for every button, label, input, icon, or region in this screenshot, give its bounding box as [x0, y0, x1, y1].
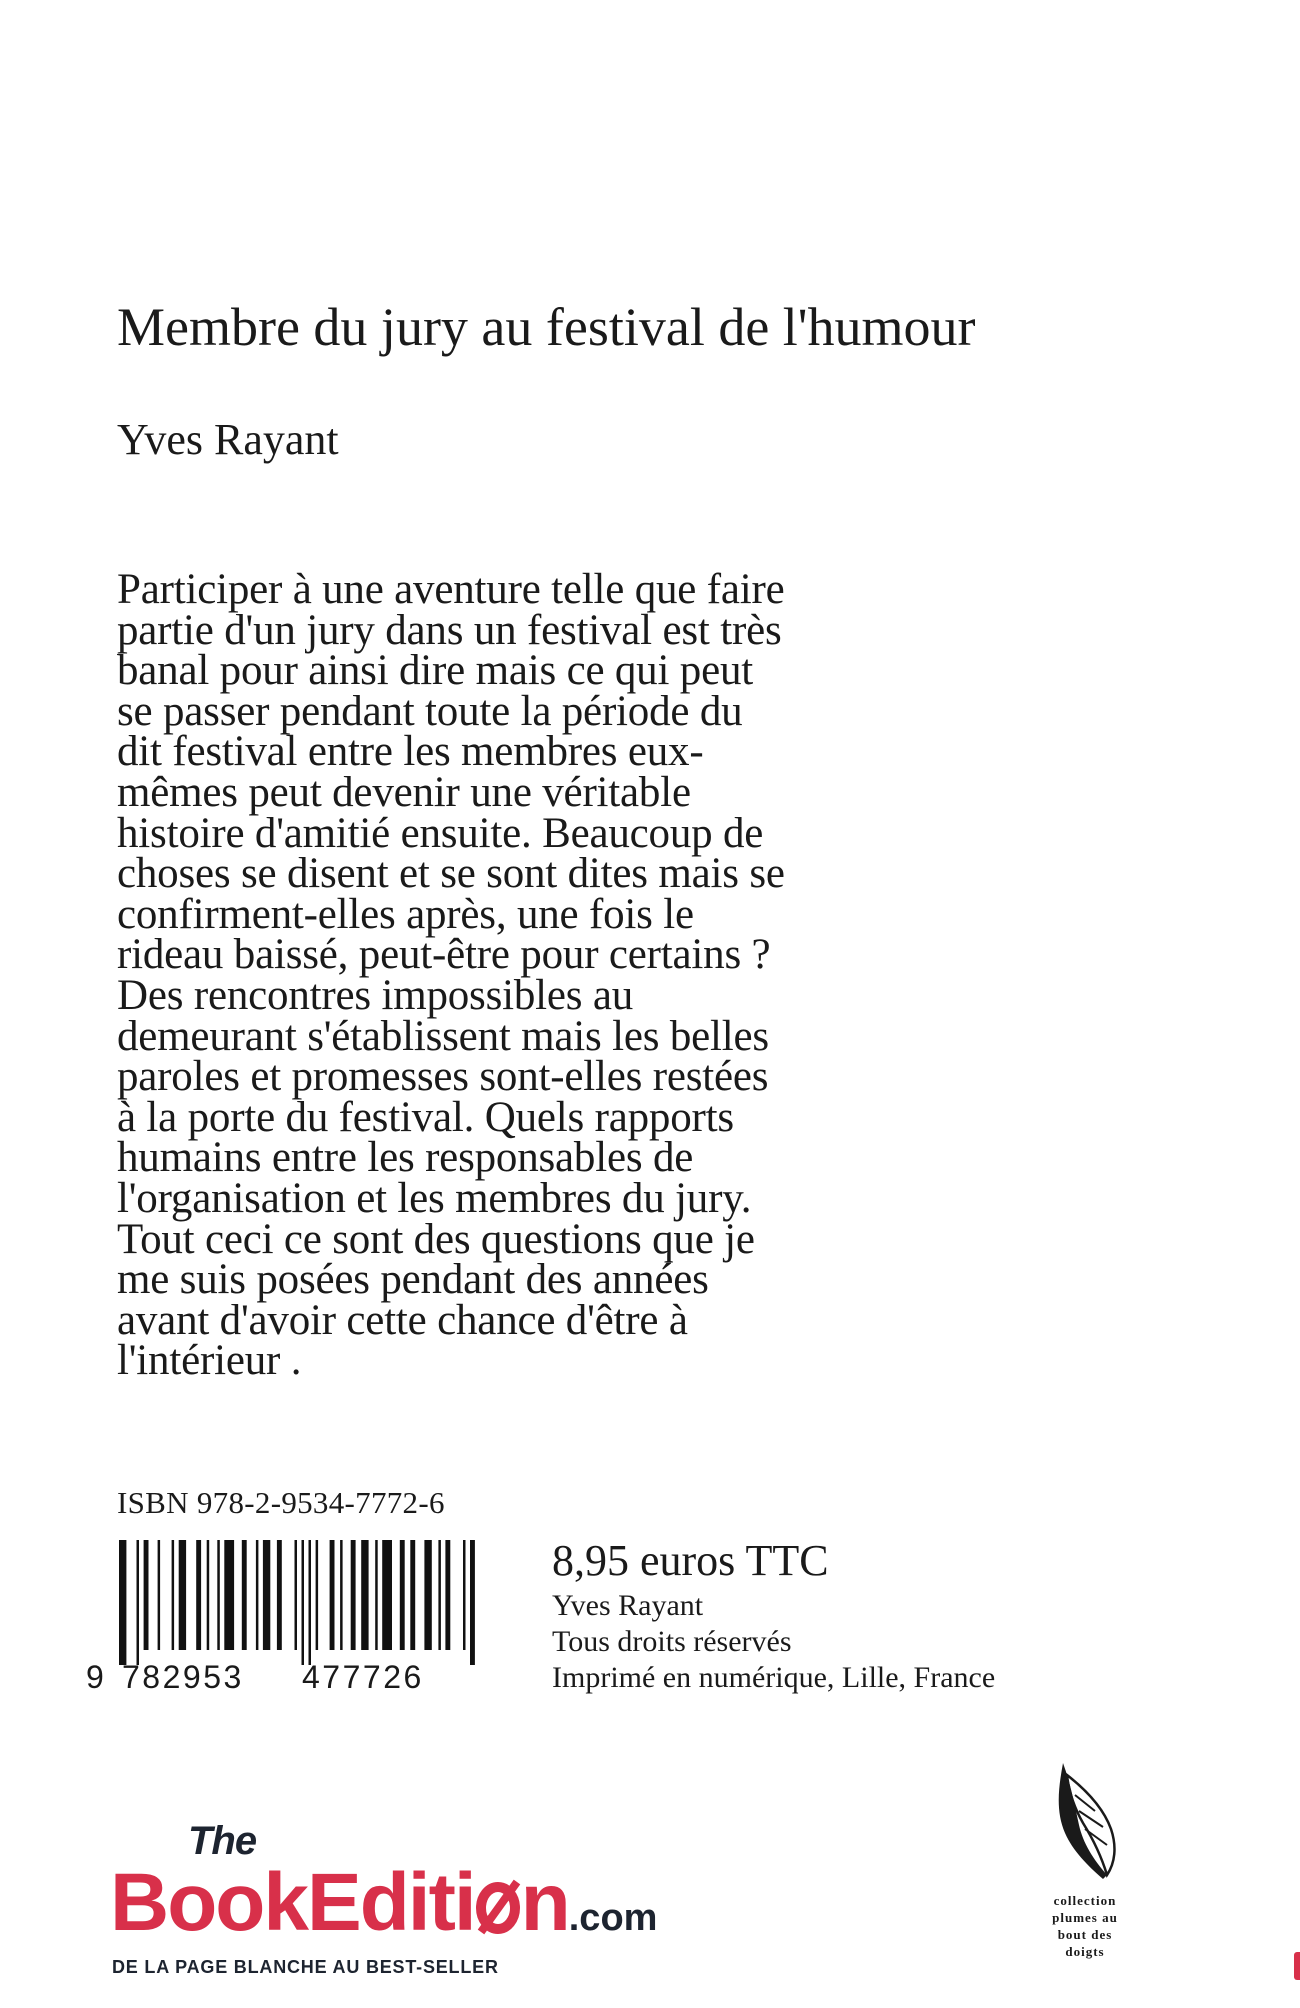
barcode-bar — [295, 1540, 298, 1650]
blurb-line: demeurant s'établissent mais les belles — [117, 1012, 769, 1060]
blurb-line: confirment-elles après, une fois le — [117, 890, 694, 938]
barcode-bar — [382, 1540, 392, 1650]
isbn-barcode — [115, 1540, 485, 1665]
barcode-bar — [309, 1540, 312, 1665]
barcode-bar — [242, 1540, 247, 1650]
publisher-tagline: DE LA PAGE BLANCHE AU BEST-SELLER — [112, 1957, 499, 1977]
barcode-bar — [217, 1540, 220, 1650]
blurb-line: banal pour ainsi dire mais ce qui peut — [117, 647, 754, 695]
collection-line: doigts — [1065, 1944, 1105, 1959]
barcode-bar — [158, 1540, 161, 1650]
publisher-name-part1: BookEditi — [110, 1857, 475, 1948]
collection-line: plumes au — [1052, 1910, 1118, 1925]
barcode-bar — [375, 1540, 378, 1650]
barcode-bar — [470, 1540, 475, 1665]
blurb-line: choses se disent et se sont dites mais se — [117, 850, 785, 898]
barcode-digits-right: 477726 — [302, 1659, 424, 1695]
barcode-bar — [144, 1540, 149, 1650]
logo-o-slash-icon — [475, 1872, 521, 1936]
edge-mark — [1294, 1952, 1300, 1980]
back-cover-blurb — [117, 566, 997, 1385]
barcode-bar — [410, 1540, 415, 1650]
barcode-bar — [256, 1540, 259, 1650]
blurb-line: humains entre les responsables de — [117, 1134, 694, 1182]
barcode-bar — [463, 1540, 466, 1650]
blurb-line: partie d'un jury dans un festival est très — [117, 606, 782, 654]
barcode-bar — [351, 1540, 356, 1650]
collection-line: bout des — [1057, 1927, 1113, 1942]
blurb-line: l'organisation et les membres du jury. — [117, 1174, 752, 1222]
blurb-line: l'intérieur . — [117, 1337, 302, 1385]
barcode-digits-left: 782953 — [122, 1659, 244, 1695]
blurb-line: se passer pendant toute la période du — [117, 687, 743, 735]
blurb-line: Tout ceci ce sont des questions que je — [117, 1215, 755, 1263]
barcode-bar — [400, 1540, 405, 1650]
barcode-bar — [137, 1540, 140, 1665]
publisher-logo-the: The — [188, 1819, 257, 1863]
barcode-bar — [424, 1540, 431, 1650]
blurb-line: histoire d'amitié ensuite. Beaucoup de — [117, 809, 764, 857]
barcode-bar — [196, 1540, 201, 1650]
blurb-line: rideau baissé, peut-être pour certains ? — [117, 931, 771, 979]
blurb-line: avant d'avoir cette chance d'être à — [117, 1296, 688, 1344]
blurb-line: dit festival entre les membres eux- — [117, 728, 704, 776]
barcode-bar — [445, 1540, 450, 1650]
barcode-bar — [207, 1540, 210, 1650]
book-title: Membre du jury au festival de l'humour — [117, 297, 976, 357]
blurb-line: à la porte du festival. Quels rapports — [117, 1093, 734, 1141]
collection-label — [1000, 1892, 1170, 1960]
blurb-line: paroles et promesses sont-elles restées — [117, 1053, 769, 1101]
quill-icon — [1045, 1755, 1125, 1885]
blurb-line: Des rencontres impossibles au — [117, 971, 634, 1019]
barcode-bar — [224, 1540, 234, 1650]
isbn-label: ISBN 978-2-9534-7772-6 — [117, 1485, 445, 1520]
barcode-bar — [302, 1540, 305, 1665]
barcode-bar — [172, 1540, 175, 1650]
publisher-name-part2: n — [520, 1857, 569, 1948]
barcode-bar — [316, 1540, 319, 1650]
barcode-bar — [263, 1540, 270, 1650]
price: 8,95 euros TTC — [552, 1536, 829, 1585]
barcode-bar — [340, 1540, 343, 1650]
imprint-author: Yves Rayant — [552, 1589, 704, 1622]
barcode-bar — [119, 1540, 126, 1665]
publisher-logo — [110, 1858, 657, 1963]
collection-line: collection — [1053, 1893, 1117, 1908]
blurb-line: Participer à une aventure telle que faire — [117, 566, 785, 613]
book-author: Yves Rayant — [117, 415, 339, 464]
blurb-line: me suis posées pendant des années — [117, 1256, 709, 1304]
blurb-line: mêmes peut devenir une véritable — [117, 768, 691, 816]
barcode-bar — [277, 1540, 282, 1650]
barcode-bar — [179, 1540, 186, 1650]
barcode-bar — [438, 1540, 441, 1650]
print-location: Imprimé en numérique, Lille, France — [552, 1661, 996, 1694]
rights-notice: Tous droits réservés — [552, 1625, 792, 1658]
barcode-bar — [361, 1540, 368, 1650]
barcode-digit-prefix: 9 — [86, 1659, 104, 1695]
barcode-bar — [330, 1540, 335, 1650]
publisher-domain: .com — [568, 1897, 658, 1939]
